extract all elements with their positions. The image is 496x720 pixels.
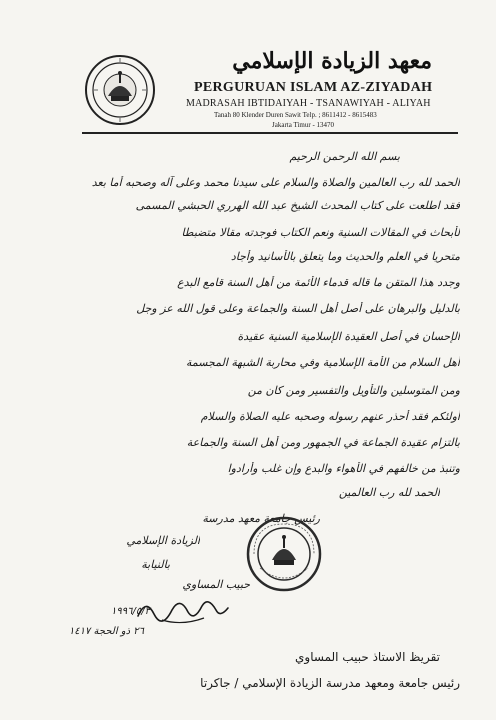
letterhead-name: PERGURUAN ISLAM AZ-ZIYADAH (194, 80, 433, 95)
body-line: بالدليل والبرهان على أصل أهل السنة والجماعة وعلى قول الله عز وجل (136, 302, 460, 315)
body-line: فقد اطلعت على كتاب المحدث الشيخ عبد الله الهرري الحبشي المسمى (135, 199, 460, 212)
body-line: لأبحاث في المقالات السنية ونعم الكتاب فوجدته مقالا متضبطا (181, 226, 460, 239)
letterhead-schools: MADRASAH IBTIDAIYAH - TSANAWIYAH - ALIYAH (186, 98, 431, 109)
body-line: الحمد لله رب العالمين (338, 486, 440, 499)
closing-line: حبيب المساوي (182, 578, 250, 591)
body-line: بالتزام عقيدة الجماعة في الجمهور ومن أهل السنة والجماعة (186, 436, 460, 449)
institution-seal-icon (84, 54, 156, 126)
body-line: أولئكم فقد أحذر عنهم رسوله وصحبه عليه الصلاة والسلام (200, 410, 460, 423)
body-line: الإحسان في أصل العقيدة الإسلامية السنية عقيدة (237, 330, 460, 343)
letterhead-divider (82, 132, 458, 134)
body-line: وجدد هذا المتقن ما قاله قدماء الأئمة من أهل السنة قامع البدع (177, 276, 460, 289)
closing-line: الزيادة الإسلامي (126, 534, 200, 547)
closing-line: رئيس جامعة معهد مدرسة (202, 512, 320, 525)
body-line: ومن المتوسلين والتأويل والتفسير ومن كان من (247, 384, 460, 397)
hijri-date: ٢٦ ذو الحجة ١٤١٧ (68, 626, 144, 637)
letterhead-city: Jakarta Timur - 13470 (272, 121, 335, 129)
body-line: الحمد لله رب العالمين والصلاة والسلام على سيدنا محمد وعلى آله وصحبه أما بعد (91, 176, 460, 189)
body-line: وتنبذ من خالفهم في الأهواء والبدع وإن غلب وأرادوا (227, 462, 460, 475)
body-line: أهل السلام من الأمة الإسلامية وفي محاربة الشبهة المجسمة (185, 356, 460, 369)
closing-line: بالنيابة (141, 558, 170, 571)
gregorian-date: ١٩٩٦/٥/٣ (111, 606, 150, 617)
official-stamp-icon (246, 516, 322, 592)
body-line: متحريا في العلم والحديث وما يتعلق بالأسانيد وأجاد (230, 250, 460, 263)
letterhead-arabic-name: معهد الزيادة الإسلامي (232, 48, 432, 74)
signatory-role: رئيس جامعة ومعهد مدرسة الزيادة الإسلامي / جاكرتا (200, 676, 460, 690)
signatory-title: تقريظ الاستاذ حبيب المساوي (295, 650, 440, 664)
basmala: بسم الله الرحمن الرحيم (289, 150, 400, 163)
letterhead-address: Tanah 80 Klender Duren Sawit Telp. ; 8611412 - 8615483 (214, 111, 377, 119)
